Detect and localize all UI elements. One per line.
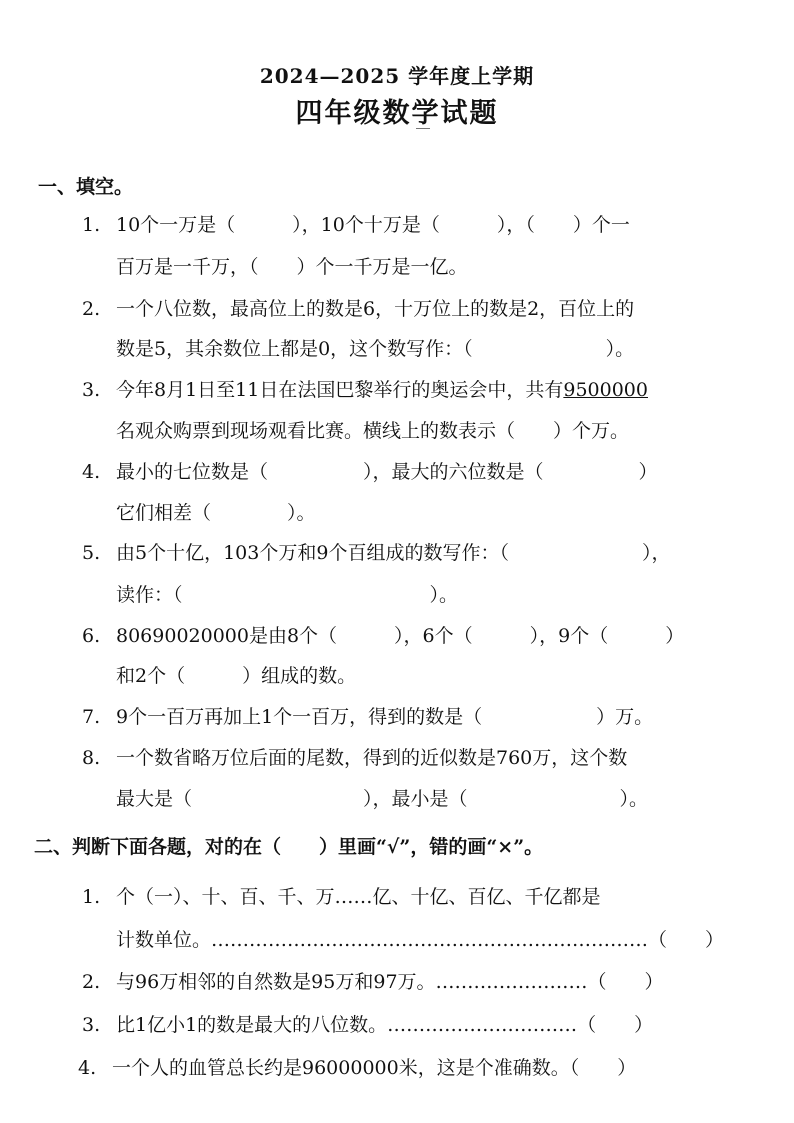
fill-q4-text-2: 它们相差（ ）。 xyxy=(116,502,316,524)
judge-q3-line1 xyxy=(82,1010,653,1037)
exam-header xyxy=(0,60,794,130)
fill-q4-number: 4. xyxy=(82,461,101,483)
fill-q5-text-2: 读作：（ ）。 xyxy=(116,584,459,606)
fill-q1-line1 xyxy=(82,210,630,237)
fill-q7-text-1: 9个一百万再加上1个一百万，得到的数是（ ）万。 xyxy=(116,706,654,728)
fill-q2-text-2: 数是5，其余数位上都是0，这个数写作：（ ）。 xyxy=(116,338,635,360)
fill-q7-number: 7. xyxy=(82,706,101,728)
judge-q4-line1 xyxy=(78,1053,636,1080)
judge-q2-number: 2. xyxy=(82,971,101,993)
judge-q1-text-2: 计数单位。……………………………………………………………（ ） xyxy=(116,929,725,951)
judge-q1-line1 xyxy=(82,882,601,909)
fill-q8-number: 8. xyxy=(82,747,101,769)
fill-q5-text-1: 由5个十亿，103个万和9个百组成的数写作：（ ）， xyxy=(116,542,671,564)
fill-q3-line1 xyxy=(82,375,648,402)
fill-q1-text-2: 百万是一千万，（ ）个一千万是一亿。 xyxy=(116,256,468,278)
judge-q4-text-1: 一个人的血管总长约是96000000米，这是个准确数。（ ） xyxy=(112,1057,637,1079)
fill-q5-number: 5. xyxy=(82,542,101,564)
exam-title: 四年级数学试题 xyxy=(295,98,499,129)
fill-q8-text-1: 一个数省略万位后面的尾数，得到的近似数是760万，这个数 xyxy=(116,747,628,769)
judge-q1-number: 1. xyxy=(82,886,101,908)
fill-q2-number: 2. xyxy=(82,298,101,320)
fill-q4-line1 xyxy=(82,457,658,484)
scan-mark xyxy=(416,128,430,129)
fill-q3-text-2: 名观众购票到现场观看比赛。横线上的数表示（ ）个万。 xyxy=(116,420,630,442)
fill-q4-text-1: 最小的七位数是（ ），最大的六位数是（ ） xyxy=(116,461,658,483)
judge-q2-line1 xyxy=(82,967,664,994)
judge-q2-text-1: 与96万相邻的自然数是95万和97万。……………………（ ） xyxy=(116,971,664,993)
fill-q3-underlined-number: 9500000 xyxy=(563,379,648,401)
fill-q2-text-1: 一个八位数，最高位上的数是6，十万位上的数是2，百位上的 xyxy=(116,298,635,320)
fill-q6-number: 6. xyxy=(82,625,101,647)
fill-q2-line1 xyxy=(82,294,634,321)
section-fill-title: 一、填空。 xyxy=(38,176,134,198)
fill-q6-text-2: 和2个（ ）组成的数。 xyxy=(116,665,357,687)
fill-q3-text-1a: 今年8月1日至11日在法国巴黎举行的奥运会中，共有 xyxy=(116,379,564,401)
fill-q3-number: 3. xyxy=(82,379,101,401)
school-term: 2024—2025 学年度上学期 xyxy=(259,64,535,88)
fill-q6-line1 xyxy=(82,621,684,648)
fill-q8-text-2: 最大是（ ），最小是（ ）。 xyxy=(116,788,649,810)
judge-q4-number: 4. xyxy=(78,1057,97,1079)
judge-q3-text-1: 比1亿小1的数是最大的八位数。…………………………（ ） xyxy=(116,1014,654,1036)
fill-q1-number: 1. xyxy=(82,214,101,236)
fill-q7-line1 xyxy=(82,702,653,729)
fill-q1-text-1: 10个一万是（ ），10个十万是（ ），（ ）个一 xyxy=(116,214,630,236)
judge-q3-number: 3. xyxy=(82,1014,101,1036)
fill-q8-line1 xyxy=(82,743,627,770)
fill-q5-line1 xyxy=(82,538,670,565)
judge-q1-text-1: 个（一）、十、百、千、万……亿、十亿、百亿、千亿都是 xyxy=(116,886,601,908)
fill-q6-text-1: 80690020000是由8个（ ），6个（ ），9个（ ） xyxy=(116,625,685,647)
section-judge-title: 二、判断下面各题，对的在（ ）里画“√”，错的画“×”。 xyxy=(34,836,544,858)
